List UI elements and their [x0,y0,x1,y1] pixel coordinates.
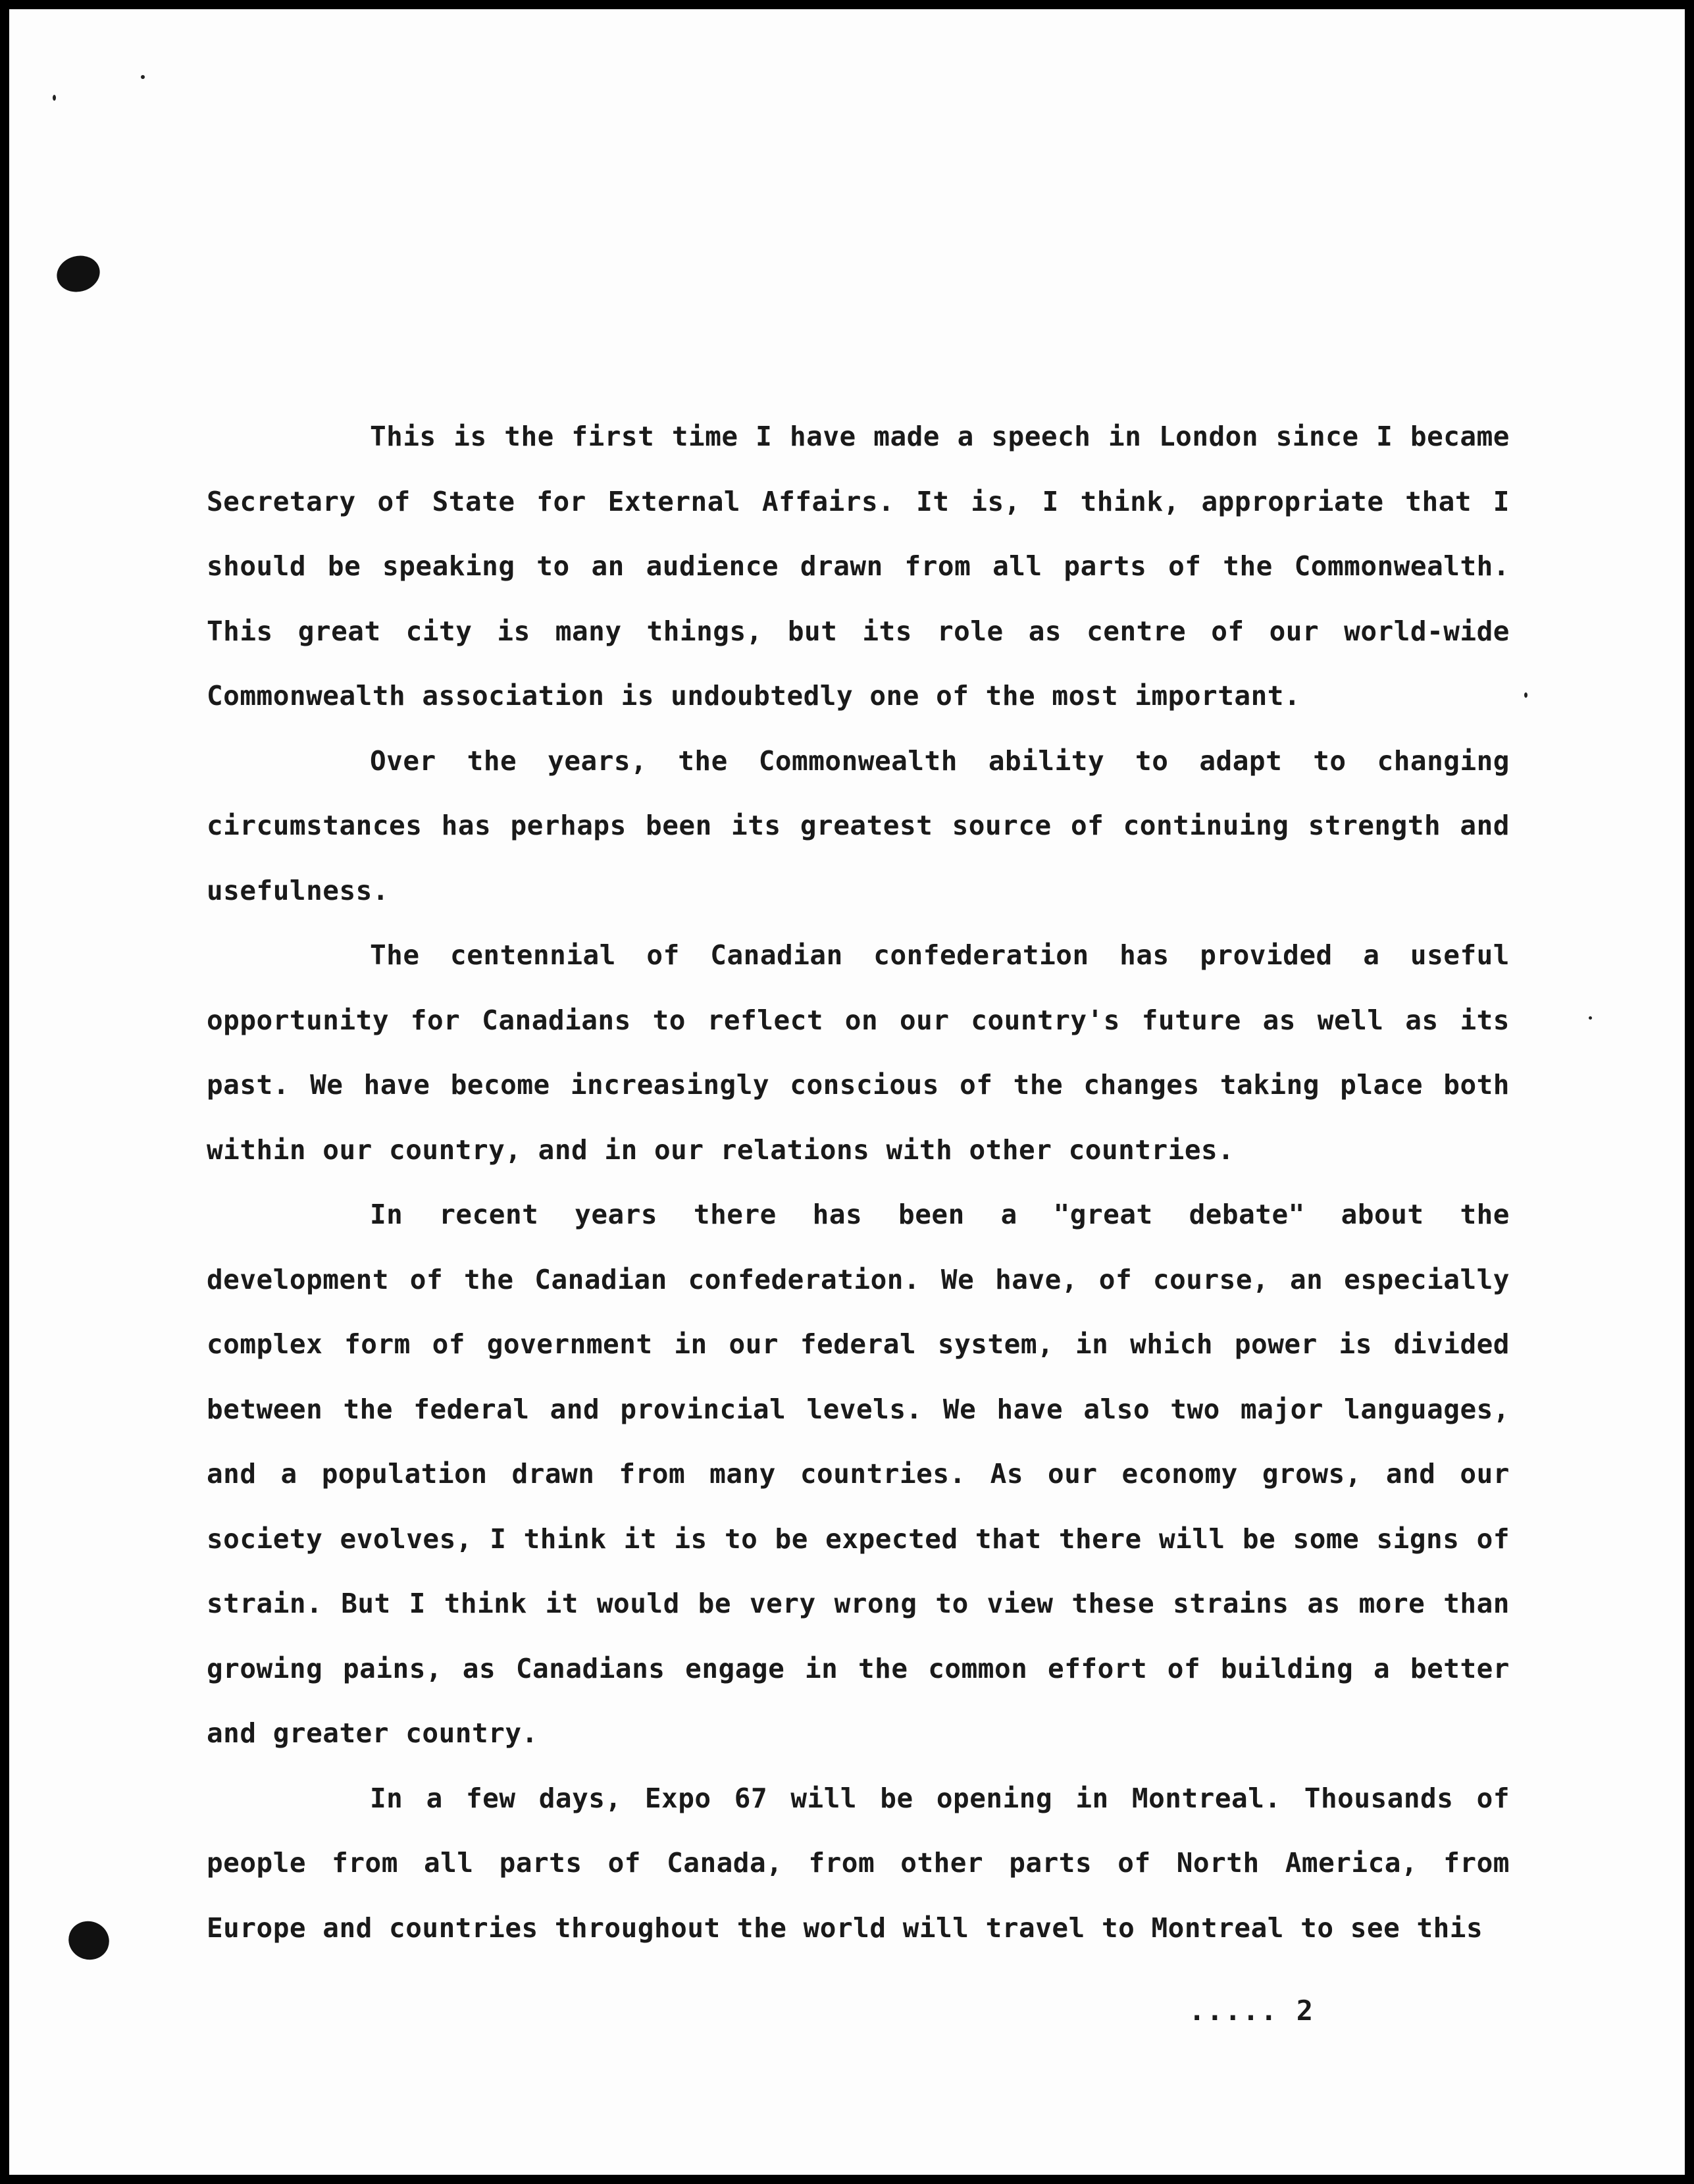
paragraph: In a few days, Expo 67 will be opening in Montreal. Thousands of people from all parts of Canada, from other parts of North America, from Europe and countries throughout the world will travel to Montreal to see this [207,1782,1510,1944]
paper-speck [141,75,145,79]
paragraph: Over the years, the Commonwealth ability to adapt to changing circumstances has perhaps been its greatest source of continuing strength and usefulness. [207,744,1510,906]
paper-speck [1589,1016,1592,1020]
paper-speck [1524,692,1527,698]
speech-body [207,404,1510,1960]
document-page [9,9,1685,2175]
scan-edge-mark [0,1626,5,1665]
punch-hole-top [53,251,104,296]
paper-speck [53,95,56,101]
paragraph: The centennial of Canadian confederation has provided a useful opportunity for Canadians to reflect on our country's future as well as its past. We have become increasingly conscious of the changes taking place both within our country, and in our relations with other countries. [207,939,1510,1166]
paragraph: In recent years there has been a "great debate" about the development of the Canadian confederation. We have, of course, an especially complex form of government in our federal system, in which power is divided between the federal and provincial levels. We have also two major languages, and a population drawn from many countries. As our economy grows, and our society evolves, I think it is to be expected that there will be some signs of strain. But I think it would be very wrong to view these strains as more than growing pains, as Canadians engage in the common effort of building a better and greater country. [207,1199,1510,1749]
paragraph: This is the first time I have made a speech in London since I became Secretary of State for External Affairs. It is, I think, appropriate that I should be speaking to an audience drawn from all parts of the Commonwealth. This great city is many things, but its role as centre of our world-wide Commonwealth association is undoubtedly one of the most important. [207,421,1510,712]
page-continuation-marker: ..... 2 [1189,1994,1315,2027]
punch-hole-bottom [63,1915,115,1965]
